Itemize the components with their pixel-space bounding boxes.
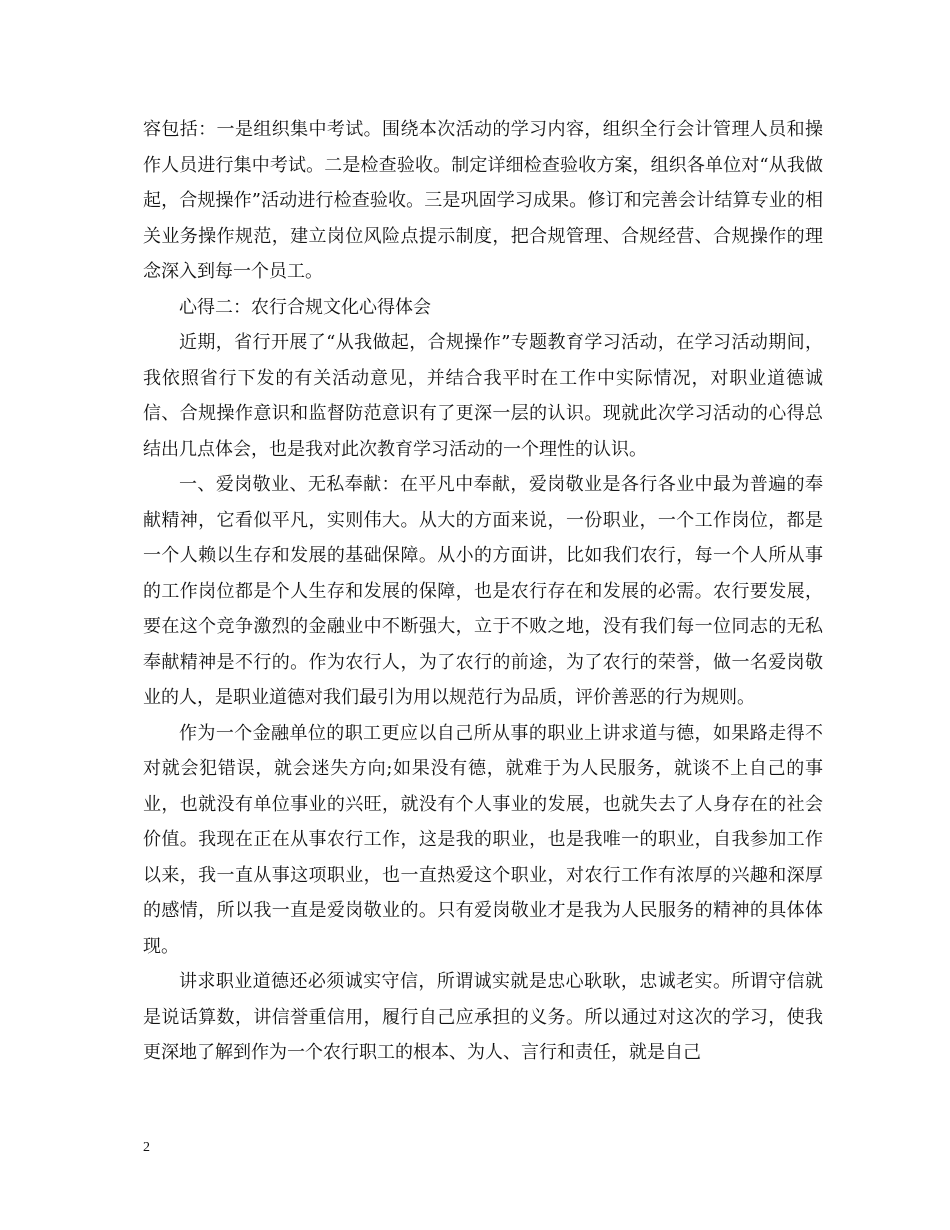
- paragraph-2: 近期，省行开展了“从我做起，合规操作”专题教育学习活动，在学习活动期间，我依照省行下发的有关活动意见，并结合我平时在工作中实际情况，对职业道德诚信、合规操作意识和监督防范意识有了更深一层的认识。现就此次学习活动的心得总结出几点体会，也是我对此次教育学习活动的一个理性的认识。: [143, 332, 823, 460]
- page-number: 2: [143, 1140, 150, 1155]
- section-heading: 心得二：农行合规文化心得体会: [179, 296, 431, 318]
- paragraph-4: 作为一个金融单位的职工更应以自己所从事的职业上讲求道与德，如果路走得不对就会犯错误，就会迷失方向;如果没有德，就难于为人民服务，就谈不上自己的事业，也就没有单位事业的兴旺，就没有个人事业的发展，也就失去了人身存在的社会价值。我现在正在从事农行工作，这是我的职业，也是我唯一的职业，自我参加工作以来，我一直从事这项职业，也一直热爱这个职业，对农行工作有浓厚的兴趣和深厚的感情，所以我一直是爱岗敬业的。只有爱岗敬业才是我为人民服务的精神的具体体现。: [143, 722, 823, 957]
- paragraph-1: 容包括：一是组织集中考试。围绕本次活动的学习内容，组织全行会计管理人员和操作人员进行集中考试。二是检查验收。制定详细检查验收方案，组织各单位对“从我做起，合规操作”活动进行检查验收。三是巩固学习成果。修订和完善会计结算专业的相关业务操作规范，建立岗位风险点提示制度，把合规管理、合规经营、合规操作的理念深入到每一个员工。: [143, 119, 823, 282]
- paragraph-3: 一、爱岗敬业、无私奉献：在平凡中奉献，爱岗敬业是各行各业中最为普遍的奉献精神，它看似平凡，实则伟大。从大的方面来说，一份职业，一个工作岗位，都是一个人赖以生存和发展的基础保障。从小的方面讲，比如我们农行，每一个人所从事的工作岗位都是个人生存和发展的保障，也是农行存在和发展的必需。农行要发展，要在这个竞争激烈的金融业中不断强大，立于不败之地，没有我们每一位同志的无私奉献精神是不行的。作为农行人，为了农行的前途，为了农行的荣誉，做一名爱岗敬业的人，是职业道德对我们最引为用以规范行为品质，评价善恶的行为规则。: [143, 474, 823, 708]
- paragraph-5: 讲求职业道德还必须诚实守信，所谓诚实就是忠心耿耿，忠诚老实。所谓守信就是说话算数，讲信誉重信用，履行自己应承担的义务。所以通过对这次的学习，使我更深地了解到作为一个农行职工的根本、为人、言行和责任，就是自己: [143, 971, 823, 1063]
- document-body: [143, 112, 823, 1071]
